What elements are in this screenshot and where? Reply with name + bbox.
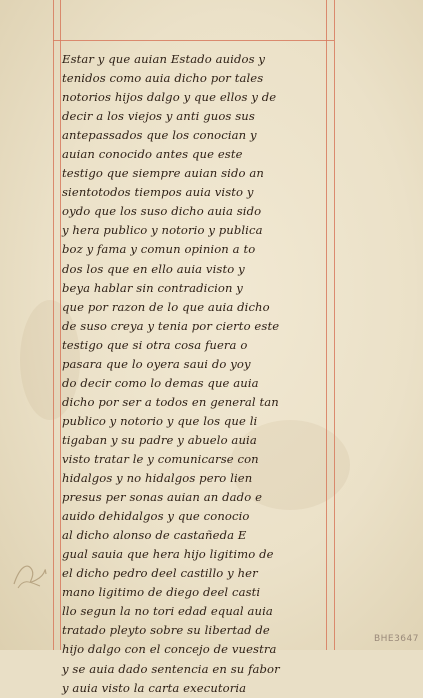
text-line: y auia visto la carta executoria — [62, 680, 247, 695]
left-margin-rule-outer — [53, 0, 54, 650]
text-line: y hera publico y notorio y publica — [62, 223, 263, 238]
text-line: oydo que los suso dicho auia sido — [62, 204, 262, 219]
marginal-scribble-icon — [10, 556, 50, 592]
text-lines — [62, 50, 340, 698]
shelfmark-label: BHE3647 — [373, 634, 419, 644]
text-line: pasara que lo oyera saui do yoy — [62, 356, 251, 371]
text-line: hijo dalgo con el concejo de vuestra — [62, 642, 277, 657]
text-line: publico y notorio y que los que li — [62, 413, 258, 428]
text-line: testigo que siempre auian sido an — [62, 166, 264, 181]
text-line: presus per sonas auian an dado e — [62, 490, 263, 505]
text-line: mano ligitimo de diego deel casti — [62, 585, 261, 600]
text-line: notorios hijos dalgo y que ellos y de — [62, 90, 277, 105]
text-line: antepassados que los conocian y — [62, 128, 257, 143]
text-block — [62, 50, 340, 698]
text-line: auian conocido antes que este — [62, 147, 243, 162]
text-line: llo segun la no tori edad equal auia — [62, 604, 273, 619]
text-line: visto tratar le y comunicarse con — [62, 451, 259, 466]
text-line: do decir como lo demas que auia — [62, 375, 259, 390]
text-line: hidalgos y no hidalgos pero lien — [62, 471, 253, 486]
text-line: que por razon de lo que auia dicho — [62, 299, 270, 314]
text-line: dos los que en ello auia visto y — [62, 261, 245, 276]
text-line: decir a los viejos y anti guos sus — [62, 109, 255, 124]
text-line: y se auia dado sentencia en su fabor — [62, 661, 280, 676]
text-line: el dicho pedro deel castillo y her — [62, 566, 258, 581]
left-margin-rule-inner — [60, 0, 61, 650]
top-ruling — [53, 40, 334, 41]
text-line: dicho por ser a todos en general tan — [62, 394, 279, 409]
text-line: Estar y que auian Estado auidos y — [62, 52, 266, 66]
text-line: sientotodos tiempos auia visto y — [62, 185, 254, 200]
text-line: boz y fama y comun opinion a to — [62, 242, 256, 257]
text-line: al dicho alonso de castañeda E — [62, 528, 247, 543]
text-line: beya hablar sin contradicion y — [62, 280, 243, 295]
text-line: testigo que si otra cosa fuera o — [62, 337, 248, 352]
text-line: gual sauia que hera hijo ligitimo de — [62, 547, 274, 562]
text-line: auido dehidalgos y que conocio — [62, 509, 250, 524]
text-line: tratado pleyto sobre su libertad de — [62, 623, 270, 638]
text-line: tenidos como auia dicho por tales — [62, 71, 264, 86]
text-line: de suso creya y tenia por cierto este — [62, 318, 280, 333]
text-line: tigaban y su padre y abuelo auia — [62, 432, 257, 447]
